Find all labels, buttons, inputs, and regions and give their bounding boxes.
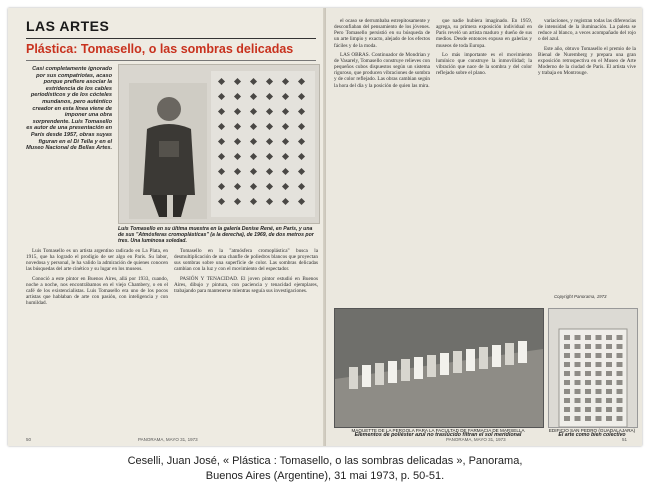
photo-caption: Luis Tomasello en su última muestra en la galería Denise René, en París, y una de sus "Atmósferas cromoplásticas" (a la derecha), de 1969, de dos metros por tres. Una luminosa soledad. <box>118 226 314 244</box>
text-column-2 <box>174 248 318 438</box>
paragraph: Tomasello en la "atmósfera cromoplástica" busca la desmultiplicación de una chanfle de poliedros blancos que proyectan sus sombras sobre una superficie de color. Las sombras delicadas cambian con la luz y con el movimiento del espectador. <box>174 248 318 273</box>
pergola-image <box>335 309 543 427</box>
text-column-4 <box>436 18 532 296</box>
paragraph: variaciones, y registran todas las diferencias de intensidad de la iluminación. La paleta se reduce al blanco, a veces acompañado del rojo o del azul. <box>538 18 636 43</box>
san-pedro-building-photo <box>548 308 638 428</box>
article-lead: Casi completamente ignorado por sus compatriotas, acaso porque prefiere asociar la estridencia de los cables periodísticos y de los cócteles mundanos, pero auténtico creador en esta línea viene de imponer una obra sorprendente. Luis Tomasello es autor de una presentación en París desde 1957, obras suyas figuran en el Di Tella y en el Museo Nacional de Bellas Artes. <box>26 66 112 152</box>
page-number-right: 51 <box>622 437 628 442</box>
paragraph: Lo más importante es el movimiento lumínico que construye la inmovilidad; la vibración que nace de la sombra y del color reflejado sobre el plano. <box>436 51 532 77</box>
title-rule <box>26 60 316 61</box>
paragraph: Conoció a este pintor en Buenos Aires, allá por 1933, cuando, noche a noche, nos encontrábamos en el viejo Chambery, o en el café de los existencialistas. Luis Tomasello era uno de los pocos artistas que hablaban de arte con pasión, con inteligencia y con humildad. <box>26 275 168 307</box>
pergola-maquette-photo <box>334 308 544 428</box>
paragraph: PASIÓN Y TENACIDAD. El joven pintor estudió en Buenos Aires, dibujo y pintura, con paciencia y tenacidad ejemplares, trabajando para mantenerse mientras seguía sus investigaciones. <box>174 275 318 294</box>
pergola-caption-line: MAQUETTE DE LA PERGOLA PARA LA FACULTAD DE FARMACIA DE MARSELLA <box>351 428 525 433</box>
heading-rule <box>26 38 316 39</box>
section-heading: LAS ARTES <box>26 18 110 34</box>
pergola-caption-bold: Elementos de poliéster azul no traslúcido filtran el sol meridional <box>354 432 522 439</box>
artist-portrait-image <box>129 83 207 219</box>
citation-line-2: Buenos Aires (Argentine), 31 mai 1973, p. 50-51. <box>205 470 445 482</box>
paragraph: Luis Tomasello es un artista argentino radicado en La Plata, en 1915, que ha logrado el prodigio de ser algo en París. Su labor, novedosa y personal, le ha valido la admiración de quienes conocen las búsquedas del arte cinético y su lugar en los museos. <box>26 248 168 273</box>
paragraph: que nadie hubiera imaginado. En 1959, agrega, su primera exposición individual en París reveló un artista maduro y dueño de sus medios. Desde entonces expuso en galerías y museos de toda Europa. <box>436 18 532 49</box>
cromoplastic-relief-image <box>211 71 315 217</box>
page-number-left: 50 <box>26 437 32 442</box>
citation-line-1: Ceselli, Juan José, « Plástica : Tomasello, o las sombras delicadas », Panorama, <box>127 455 523 467</box>
building-image <box>549 309 637 427</box>
left-page <box>8 8 326 446</box>
building-caption-bold: El arte como bien colectivo <box>558 432 626 439</box>
article-title: Plástica: Tomasello, o las sombras delicadas <box>26 42 294 56</box>
paragraph: el ocaso se derrumbaba estrepitosamente y desconfiaban del pensamiento de los jóvenes. Pero Tomasello persistió en su búsqueda de un arte limpio y exacto, alejado de los efectos fáciles y de la moda. <box>334 18 430 49</box>
right-page <box>326 8 642 446</box>
text-column-3 <box>334 18 430 296</box>
artist-photo <box>118 64 320 224</box>
folio-right: PANORAMA, MAYO 31, 1973 <box>446 437 506 442</box>
citation <box>0 454 650 484</box>
pergola-caption <box>334 428 542 439</box>
paragraph: Este año, obtuvo Tomasello el premio de la Bienal de Nuremberg y prepara una gran exposición retrospectiva en el Museo de Arte Moderno de la ciudad de París. El artista vive y trabaja en Montrouge. <box>538 45 636 77</box>
text-column-1 <box>26 248 168 438</box>
magazine-spread <box>8 8 642 446</box>
paragraph: LAS OBRAS. Continuador de Mondrian y de Vasarely, Tomasello construye relieves con pequeños cubos dispuestos según un sistema riguroso, que producen vibraciones de sombra y de color reflejado. Las obras cambian según la hora del día y la posición de quien las mira. <box>334 51 430 89</box>
building-caption-line: EDIFICIO SAN PEDRO (GUADALAJARA) <box>548 428 636 433</box>
folio-left: PANORAMA, MAYO 31, 1973 <box>138 437 198 442</box>
copyright-note: Copyright Panorama, 1973 <box>554 294 607 299</box>
text-column-5 <box>538 18 636 290</box>
